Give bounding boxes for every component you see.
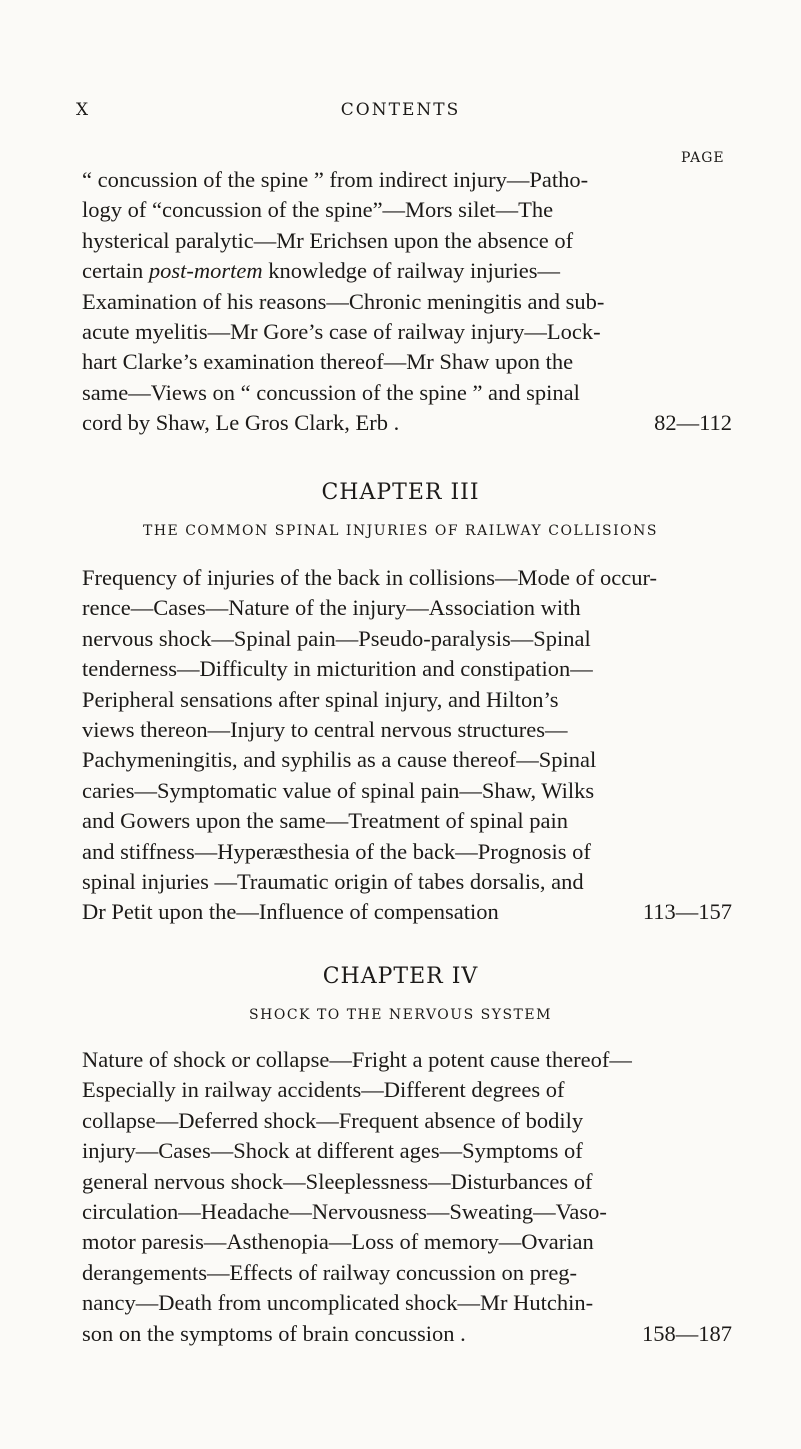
entry-line: injury—Cases—Shock at different ages—Symptoms of xyxy=(82,1138,583,1164)
page-column-label: PAGE xyxy=(681,150,725,166)
entry-line: Dr Petit upon the—Influence of compensation xyxy=(82,899,499,925)
contents-entry-chapter-4 xyxy=(82,1045,732,1349)
page-range: 82—112 xyxy=(654,410,732,436)
chapter-subtitle-3: THE COMMON SPINAL INJURIES OF RAILWAY COLLISIONS xyxy=(142,523,658,539)
entry-line: general nervous shock—Sleeplessness—Disturbances of xyxy=(82,1168,593,1194)
entry-line: tenderness—Difficulty in micturition and constipation— xyxy=(82,656,593,682)
entry-line: son on the symptoms of brain concussion . xyxy=(82,1320,466,1346)
entry-line: derangements—Effects of railway concussion on preg- xyxy=(82,1259,578,1285)
entry-line: motor paresis—Asthenopia—Loss of memory—Ovarian xyxy=(82,1229,594,1255)
entry-line: views thereon—Injury to central nervous structures— xyxy=(82,717,568,743)
entry-line: nancy—Death from uncomplicated shock—Mr Hutchin- xyxy=(82,1290,594,1316)
entry-line: nervous shock—Spinal pain—Pseudo-paralysis—Spinal xyxy=(82,625,591,651)
entry-line: Frequency of injuries of the back in collisions—Mode of occur- xyxy=(82,565,658,590)
page-range: 113—157 xyxy=(642,899,732,925)
entry-line: and Gowers upon the same—Treatment of spinal pain xyxy=(82,808,568,834)
chapter-heading-3: CHAPTER III xyxy=(321,480,480,505)
entry-line: cord by Shaw, Le Gros Clark, Erb . xyxy=(82,410,400,436)
entry-line: spinal injuries —Traumatic origin of tabes dorsalis, and xyxy=(82,869,584,895)
contents-entry-chapter-3 xyxy=(82,563,732,928)
entry-line: certain post-mortem knowledge of railway injuries— xyxy=(82,258,561,284)
entry-line: acute myelitis—Mr Gore’s case of railway injury—Lock- xyxy=(82,319,601,345)
chapter-heading-4: CHAPTER IV xyxy=(322,964,479,989)
entry-line: hysterical paralytic—Mr Erichsen upon the absence of xyxy=(82,227,574,253)
chapter-subtitle-4: SHOCK TO THE NERVOUS SYSTEM xyxy=(249,1007,552,1023)
entry-line: circulation—Headache—Nervousness—Sweating—Vaso- xyxy=(82,1199,607,1225)
entry-line: rence—Cases—Nature of the injury—Association with xyxy=(82,595,581,621)
page-range: 158—187 xyxy=(642,1320,732,1346)
entry-line: Especially in railway accidents—Different degrees of xyxy=(82,1077,565,1103)
entry-line: logy of “concussion of the spine”—Mors silet—The xyxy=(82,197,554,223)
entry-line: collapse—Deferred shock—Frequent absence of bodily xyxy=(82,1107,584,1133)
entry-line: “ concussion of the spine ” from indirect injury—Patho- xyxy=(82,167,589,192)
contents-entry-chapter-2 xyxy=(82,165,732,439)
entry-line: hart Clarke’s examination thereof—Mr Shaw upon the xyxy=(82,349,574,375)
entry-line: Pachymeningitis, and syphilis as a cause thereof—Spinal xyxy=(82,747,597,773)
page-folio: X xyxy=(76,100,90,120)
entry-line: Nature of shock or collapse—Fright a potent cause thereof— xyxy=(82,1047,632,1072)
entry-line: same—Views on “ concussion of the spine ” and spinal xyxy=(82,379,580,405)
entry-line: and stiffness—Hyperæsthesia of the back—Prognosis of xyxy=(82,838,591,864)
running-title: CONTENTS xyxy=(340,100,461,120)
entry-line: caries—Symptomatic value of spinal pain—Shaw, Wilks xyxy=(82,777,595,803)
entry-line: Examination of his reasons—Chronic meningitis and sub- xyxy=(82,288,605,314)
entry-line: Peripheral sensations after spinal injury, and Hilton’s xyxy=(82,686,559,712)
